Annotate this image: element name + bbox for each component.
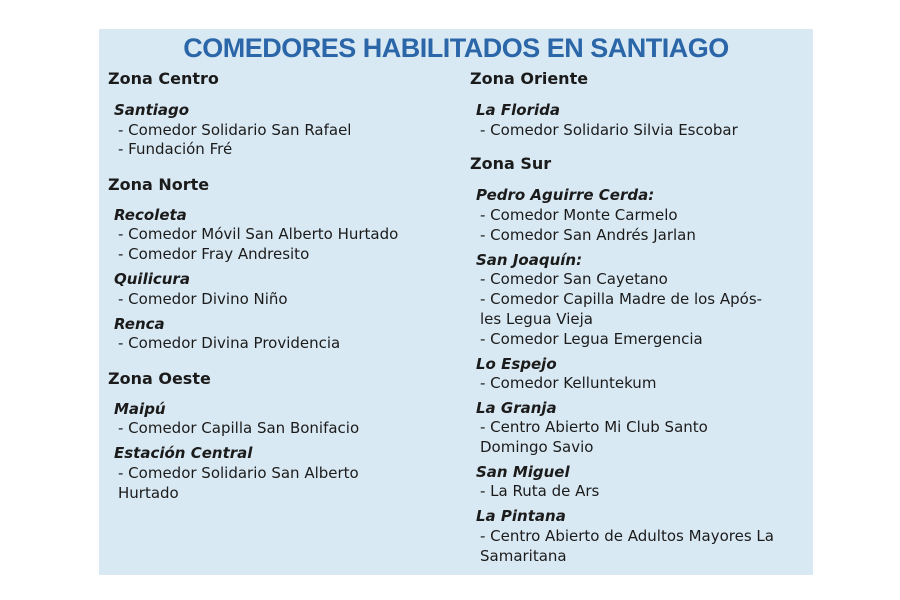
- list-item: - Comedor Kelluntekum: [480, 374, 657, 392]
- list-item: - Comedor Solidario San Rafael: [118, 121, 352, 139]
- list-item: - Centro Abierto Mi Club Santo Domingo Savio: [480, 418, 708, 456]
- list-item: - Comedor Capilla Madre de los Após- les Legua Vieja: [480, 290, 763, 328]
- list-item: - Comedor Divina Providencia: [118, 334, 341, 352]
- list-item: - Fundación Fré: [118, 140, 233, 158]
- commune-san-miguel: San Miguel: [476, 463, 570, 481]
- comedores-panel: [99, 29, 813, 575]
- list-item: - Comedor Solidario San Alberto Hurtado: [118, 464, 359, 502]
- commune-quilicura: Quilicura: [114, 270, 190, 288]
- zone-heading-oeste: Zona Oeste: [108, 369, 211, 388]
- list-item: - Comedor Solidario Silvia Escobar: [480, 121, 738, 139]
- list-item: - Comedor Divino Niño: [118, 290, 288, 308]
- commune-estacion-central: Estación Central: [114, 444, 253, 462]
- commune-recoleta: Recoleta: [114, 206, 187, 224]
- commune-la-granja: La Granja: [476, 399, 557, 417]
- list-item: - Comedor Móvil San Alberto Hurtado: [118, 225, 399, 243]
- page-title: COMEDORES HABILITADOS EN SANTIAGO: [183, 33, 729, 63]
- zone-heading-oriente: Zona Oriente: [470, 69, 589, 88]
- list-item: - La Ruta de Ars: [480, 482, 600, 500]
- commune-la-pintana: La Pintana: [476, 507, 566, 525]
- list-item: - Comedor San Andrés Jarlan: [480, 226, 696, 244]
- list-item: - Centro Abierto de Adultos Mayores La Samaritana: [480, 527, 774, 565]
- commune-santiago: Santiago: [114, 101, 190, 119]
- list-item: - Comedor San Cayetano: [480, 270, 668, 288]
- zone-heading-sur: Zona Sur: [470, 154, 552, 173]
- commune-pedro-aguirre-cerda: Pedro Aguirre Cerda:: [476, 186, 655, 204]
- commune-la-florida: La Florida: [476, 101, 560, 119]
- list-item: - Comedor Monte Carmelo: [480, 206, 678, 224]
- commune-lo-espejo: Lo Espejo: [476, 355, 557, 373]
- commune-renca: Renca: [114, 315, 165, 333]
- commune-maipu: Maipú: [114, 400, 166, 418]
- zone-heading-norte: Zona Norte: [108, 175, 210, 194]
- list-item: - Comedor Fray Andresito: [118, 245, 310, 263]
- zone-heading-centro: Zona Centro: [108, 69, 219, 88]
- list-item: - Comedor Legua Emergencia: [480, 330, 703, 348]
- list-item: - Comedor Capilla San Bonifacio: [118, 419, 360, 437]
- commune-san-joaquin: San Joaquín:: [476, 251, 583, 269]
